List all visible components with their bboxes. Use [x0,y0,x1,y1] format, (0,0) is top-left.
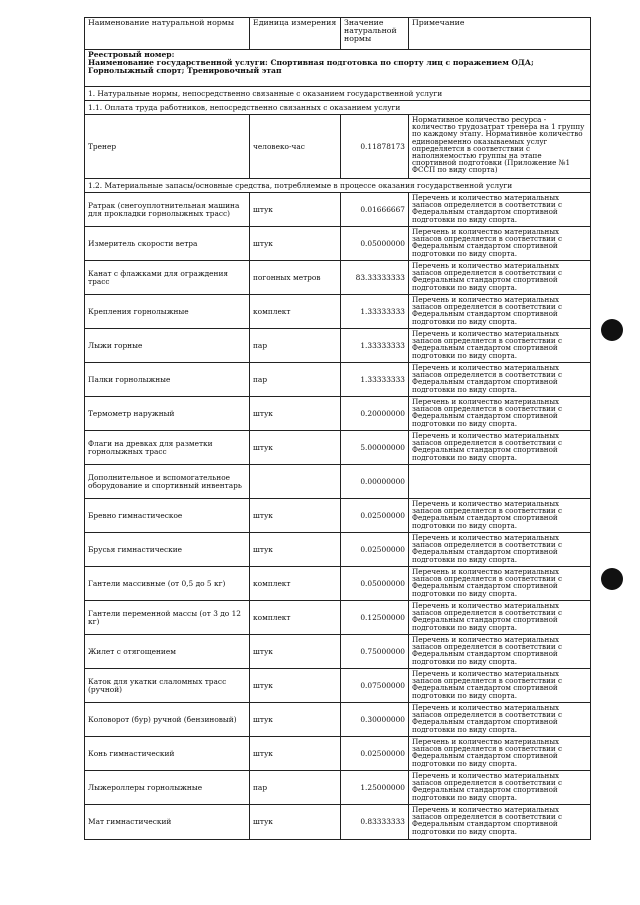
table-row [85,771,591,805]
row-value: 83.33333333 [341,261,409,295]
row-unit: пар [250,771,341,805]
row-value: 1.33333333 [341,295,409,329]
row-note: Перечень и количество материальных запасов определяется в соответствии с Федеральным стандартом спортивной подготовки по виду спорта. [409,601,591,635]
row-name: Палки горнолыжные [85,363,250,397]
row-unit: комплект [250,601,341,635]
trainer-value: 0.11878173 [341,115,409,179]
row-unit: комплект [250,567,341,601]
row-value: 0.05000000 [341,567,409,601]
row-unit: штук [250,193,341,227]
row-unit: погонных метров [250,261,341,295]
row-unit: штук [250,669,341,703]
section-1-2-title: 1.2. Материальные запасы/основные средства, потребляемые в процессе оказания государственной услуги [85,179,591,193]
trainer-row [85,115,591,179]
row-value: 0.83333333 [341,805,409,840]
row-note: Перечень и количество материальных запасов определяется в соответствии с Федеральным стандартом спортивной подготовки по виду спорта. [409,227,591,261]
row-unit: штук [250,805,341,840]
row-note: Перечень и количество материальных запасов определяется в соответствии с Федеральным стандартом спортивной подготовки по виду спорта. [409,397,591,431]
table-row [85,465,591,499]
table-row [85,533,591,567]
row-value: 0.01666667 [341,193,409,227]
table-row [85,601,591,635]
trainer-note: Нормативное количество ресурса - количество трудозатрат тренера на 1 группу по каждому этапу. Нормативное количество единовременно оказываемых услуг определяется в соответствии с наполняемостью группы на этапе спортивной подготовки (Приложение №1 ФССП по виду спорта) [409,115,591,179]
row-unit [250,465,341,499]
section-1-2-row [85,179,591,193]
row-name: Коловорот (бур) ручной (бензиновый) [85,703,250,737]
table-row [85,227,591,261]
table-row [85,329,591,363]
table-row [85,261,591,295]
row-note: Перечень и количество материальных запасов определяется в соответствии с Федеральным стандартом спортивной подготовки по виду спорта. [409,363,591,397]
table-row [85,635,591,669]
row-unit: пар [250,329,341,363]
section-1-1-title: 1.1. Оплата труда работников, непосредственно связанных с оказанием услуги [85,101,591,115]
row-value: 0.75000000 [341,635,409,669]
row-name: Каток для укатки слаломных трасс (ручной) [85,669,250,703]
section-1-title: 1. Натуральные нормы, непосредственно связанные с оказанием государственной услуги [85,87,591,101]
table-row [85,567,591,601]
row-name: Бревно гимнастическое [85,499,250,533]
row-name: Флаги на древках для разметки горнолыжных трасс [85,431,250,465]
row-unit: штук [250,635,341,669]
trainer-name: Тренер [85,115,250,179]
norms-table [84,17,591,840]
section-1-row [85,87,591,101]
row-value: 0.02500000 [341,499,409,533]
row-unit: штук [250,397,341,431]
row-unit: штук [250,703,341,737]
table-row [85,431,591,465]
row-value: 5.00000000 [341,431,409,465]
row-note: Перечень и количество материальных запасов определяется в соответствии с Федеральным стандартом спортивной подготовки по виду спорта. [409,533,591,567]
row-name: Лыжероллеры горнолыжные [85,771,250,805]
table-row [85,499,591,533]
registry-text: Реестровый номер: Наименование государственной услуги: Спортивная подготовка по спорту лиц с поражением ОДА; Горнолыжный спорт; Тренировочный этап [85,50,591,87]
row-value: 1.33333333 [341,363,409,397]
row-name: Гантели переменной массы (от 3 до 12 кг) [85,601,250,635]
header-name: Наименование натуральной нормы [85,18,250,50]
row-note [409,465,591,499]
table-row [85,193,591,227]
row-unit: комплект [250,295,341,329]
table-header-row [85,18,591,50]
row-unit: штук [250,737,341,771]
table-row [85,363,591,397]
row-value: 0.30000000 [341,703,409,737]
row-note: Перечень и количество материальных запасов определяется в соответствии с Федеральным стандартом спортивной подготовки по виду спорта. [409,703,591,737]
table-row [85,703,591,737]
row-value: 0.05000000 [341,227,409,261]
row-name: Жилет с отягощением [85,635,250,669]
row-value: 0.00000000 [341,465,409,499]
row-name: Термометр наружный [85,397,250,431]
row-name: Лыжи горные [85,329,250,363]
header-value: Значение натуральной нормы [341,18,409,50]
row-note: Перечень и количество материальных запасов определяется в соответствии с Федеральным стандартом спортивной подготовки по виду спорта. [409,431,591,465]
row-note: Перечень и количество материальных запасов определяется в соответствии с Федеральным стандартом спортивной подготовки по виду спорта. [409,567,591,601]
table-row [85,397,591,431]
row-name: Измеритель скорости ветра [85,227,250,261]
row-note: Перечень и количество материальных запасов определяется в соответствии с Федеральным стандартом спортивной подготовки по виду спорта. [409,261,591,295]
row-note: Перечень и количество материальных запасов определяется в соответствии с Федеральным стандартом спортивной подготовки по виду спорта. [409,805,591,840]
table-row [85,295,591,329]
row-value: 1.33333333 [341,329,409,363]
row-name: Конь гимнастический [85,737,250,771]
row-name: Мат гимнастический [85,805,250,840]
row-name: Канат с флажками для ограждения трасс [85,261,250,295]
row-unit: штук [250,499,341,533]
row-name: Брусья гимнастические [85,533,250,567]
row-name: Крепления горнолыжные [85,295,250,329]
row-note: Перечень и количество материальных запасов определяется в соответствии с Федеральным стандартом спортивной подготовки по виду спорта. [409,635,591,669]
row-note: Перечень и количество материальных запасов определяется в соответствии с Федеральным стандартом спортивной подготовки по виду спорта. [409,193,591,227]
row-value: 1.25000000 [341,771,409,805]
row-note: Перечень и количество материальных запасов определяется в соответствии с Федеральным стандартом спортивной подготовки по виду спорта. [409,669,591,703]
registry-row [85,50,591,87]
row-name: Ратрак (снегоуплотнительная машина для прокладки горнолыжных трасс) [85,193,250,227]
row-unit: пар [250,363,341,397]
row-value: 0.02500000 [341,533,409,567]
row-note: Перечень и количество материальных запасов определяется в соответствии с Федеральным стандартом спортивной подготовки по виду спорта. [409,737,591,771]
row-name: Дополнительное и вспомогательное оборудование и спортивный инвентарь [85,465,250,499]
table-row [85,805,591,840]
punch-hole [601,568,623,590]
row-note: Перечень и количество материальных запасов определяется в соответствии с Федеральным стандартом спортивной подготовки по виду спорта. [409,329,591,363]
row-note: Перечень и количество материальных запасов определяется в соответствии с Федеральным стандартом спортивной подготовки по виду спорта. [409,499,591,533]
table-row [85,669,591,703]
row-unit: штук [250,431,341,465]
row-name: Гантели массивные (от 0,5 до 5 кг) [85,567,250,601]
header-note: Примечание [409,18,591,50]
punch-hole [601,319,623,341]
row-note: Перечень и количество материальных запасов определяется в соответствии с Федеральным стандартом спортивной подготовки по виду спорта. [409,295,591,329]
row-unit: штук [250,227,341,261]
table-row [85,737,591,771]
section-1-1-row [85,101,591,115]
row-value: 0.02500000 [341,737,409,771]
row-note: Перечень и количество материальных запасов определяется в соответствии с Федеральным стандартом спортивной подготовки по виду спорта. [409,771,591,805]
row-unit: штук [250,533,341,567]
row-value: 0.20000000 [341,397,409,431]
trainer-unit: человеко-час [250,115,341,179]
row-value: 0.12500000 [341,601,409,635]
header-unit: Единица измерения [250,18,341,50]
row-value: 0.07500000 [341,669,409,703]
